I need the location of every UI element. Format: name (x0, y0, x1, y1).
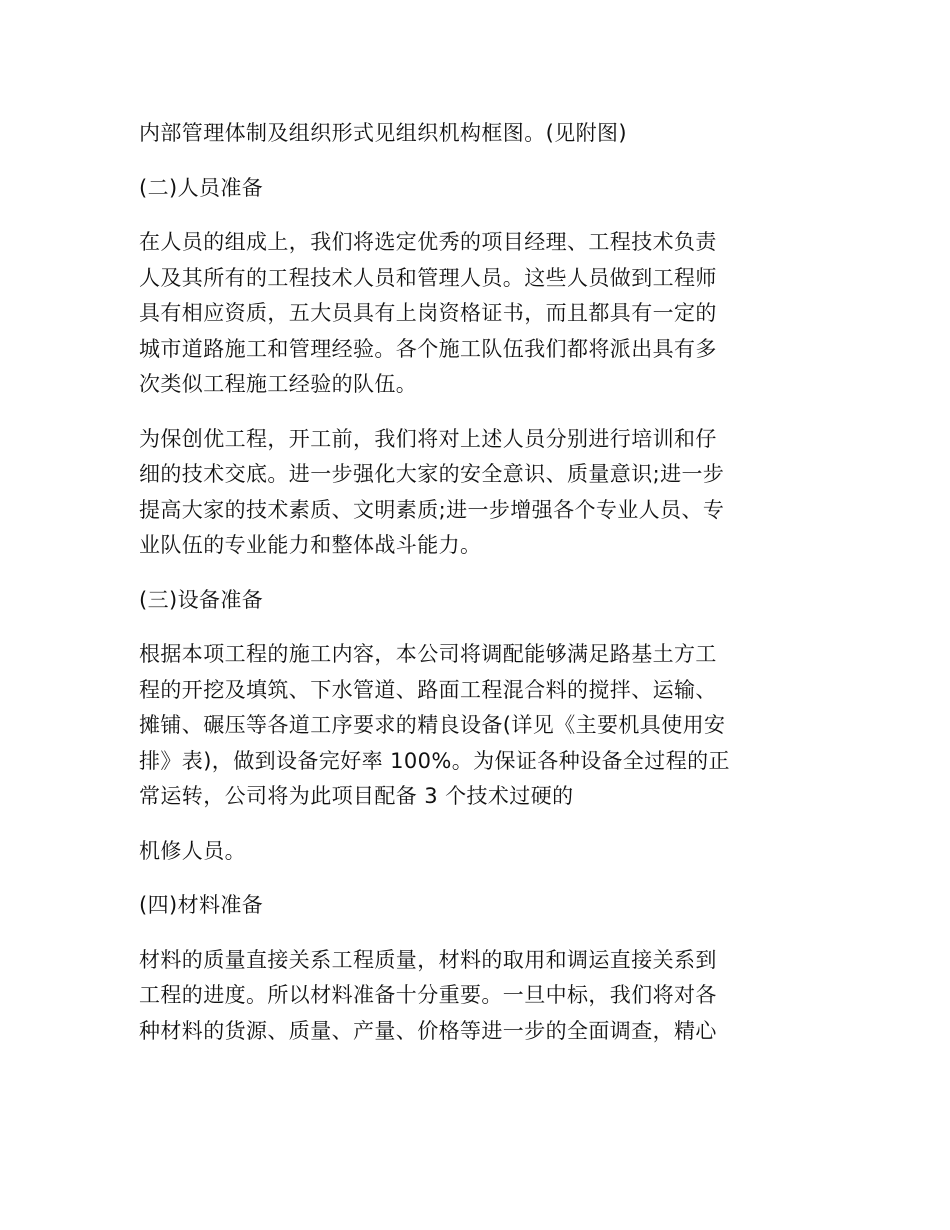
text-line: 程的开挖及填筑、下水管道、路面工程混合料的搅拌、运输、 (139, 677, 717, 702)
text-line: 细的技术交底。进一步强化大家的安全意识、质量意识;进一步 (139, 462, 725, 486)
text-line: 种材料的货源、质量、产量、价格等进一步的全面调查，精心 (139, 1018, 717, 1043)
text-line: 在人员的组成上，我们将选定优秀的项目经理、工程技术负责 (139, 230, 717, 254)
text-line: 工程的进度。所以材料准备十分重要。一旦中标，我们将对各 (139, 983, 717, 1007)
text-line: 根据本项工程的施工内容，本公司将调配能够满足路基土方工 (139, 642, 717, 666)
text-line: 材料的质量直接关系工程质量，材料的取用和调运直接关系到 (139, 947, 717, 972)
equipment-paragraph (139, 637, 819, 815)
text-line: 人及其所有的工程技术人员和管理人员。这些人员做到工程师 (139, 265, 717, 290)
text-line: 提高大家的技术素质、文明素质;进一步增强各个专业人员、专 (139, 497, 725, 522)
text-line: 排》表)，做到设备完好率 100%。为保证各种设备全过程的正 (139, 748, 730, 773)
section-heading: (三)设备准备 (139, 587, 264, 612)
text-line: 具有相应资质，五大员具有上岗资格证书，而且都具有一定的 (139, 301, 717, 325)
personnel-paragraph-1 (139, 225, 819, 403)
text-line: 内部管理体制及组织形式见组织机构框图。(见附图) (139, 121, 627, 145)
text-line: 摊铺、碾压等各道工序要求的精良设备(详见《主要机具使用安 (139, 713, 726, 737)
text-line: 为保创优工程，开工前，我们将对上述人员分别进行培训和仔 (139, 426, 717, 451)
intro-paragraph (139, 116, 819, 152)
materials-paragraph (139, 943, 819, 1050)
heading-personnel (139, 171, 819, 207)
heading-materials (139, 888, 819, 924)
text-line: 城市道路施工和管理经验。各个施工队伍我们都将派出具有多 (139, 336, 717, 361)
heading-equipment (139, 583, 819, 619)
text-line: 机修人员。 (139, 838, 246, 863)
personnel-paragraph-2 (139, 422, 819, 564)
document-body (139, 116, 819, 1049)
text-line: 常运转，公司将为此项目配备 3 个技术过硬的 (139, 784, 574, 808)
text-line: 次类似工程施工经验的队伍。 (139, 372, 418, 396)
section-heading: (四)材料准备 (139, 893, 264, 917)
text-line: 业队伍的专业能力和整体战斗能力。 (139, 533, 482, 557)
section-heading: (二)人员准备 (139, 175, 264, 200)
equipment-paragraph-tail (139, 834, 819, 870)
